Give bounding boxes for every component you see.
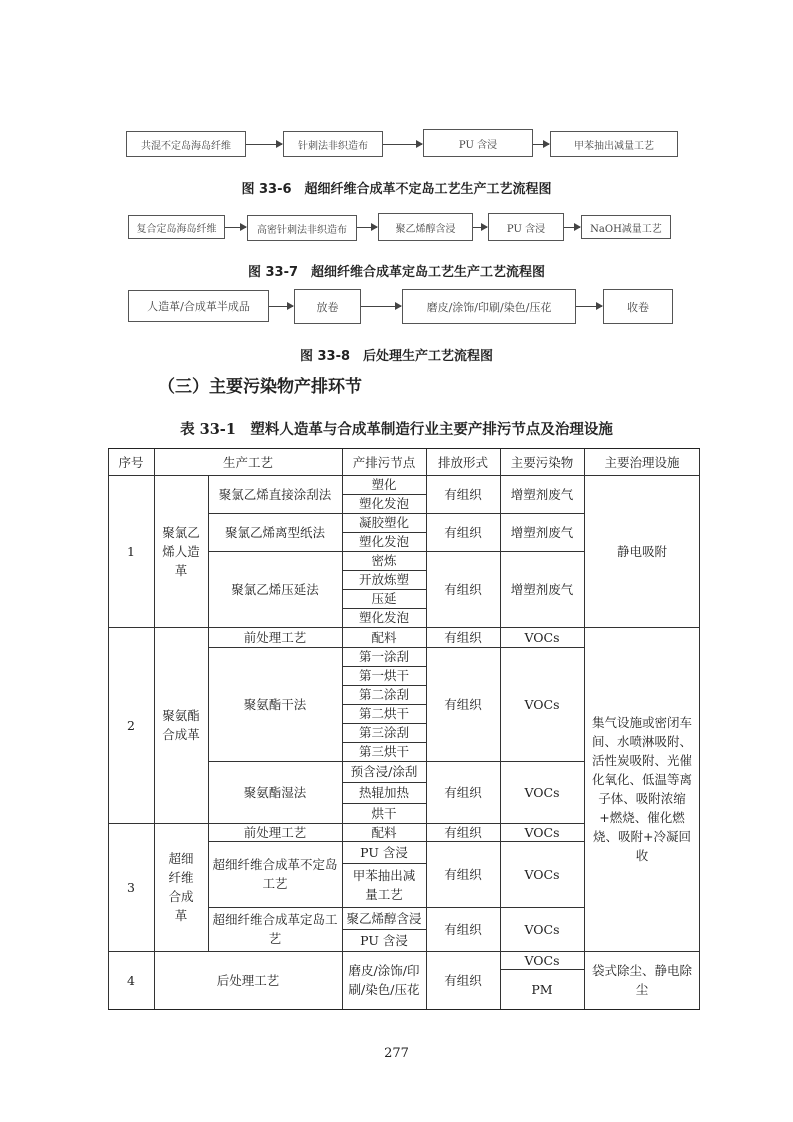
grid-line — [342, 863, 426, 864]
emission-node: 烘干 — [371, 805, 397, 821]
flow-arrow — [357, 227, 377, 228]
pollutant: 增塑剂废气 — [510, 486, 574, 502]
emission-node: 第一涂刮 — [358, 649, 409, 664]
grid-line — [342, 589, 426, 590]
emission-node: 开放炼塑 — [358, 572, 409, 587]
grid-line — [108, 627, 700, 628]
grid-line — [342, 803, 426, 804]
emission-node: 第三烘干 — [358, 744, 409, 759]
process: 聚氯乙烯离型纸法 — [224, 524, 325, 540]
flow-arrow — [246, 144, 282, 145]
grid-line — [108, 823, 584, 824]
emission-node: PU 含浸 — [360, 844, 408, 860]
section-heading: （三）主要污染物产排环节 — [158, 377, 362, 397]
emission-node: 聚乙烯醇含浸 — [346, 910, 422, 926]
emission-node: PU 含浸 — [360, 932, 408, 948]
process: 聚氨酯湿法 — [243, 784, 307, 800]
pollutant: 增塑剂废气 — [510, 524, 574, 540]
table-header: 主要治理设施 — [604, 454, 680, 470]
figure-caption: 图 33-8 后处理生产工艺流程图 — [299, 349, 494, 364]
grid-line — [342, 570, 426, 571]
grid-line — [208, 513, 584, 514]
process: 聚氯乙烯直接涂刮法 — [218, 486, 332, 502]
process: 聚氯乙烯压延法 — [231, 581, 319, 597]
figure-caption: 图 33-6 超细纤维合成革不定岛工艺生产工艺流程图 — [241, 182, 552, 197]
emission-node: 预含浸/涂刮 — [350, 764, 418, 779]
emission-node: 第二烘干 — [358, 706, 409, 721]
flow-step: 收卷 — [603, 289, 673, 324]
category: 聚氨酯合成革 — [162, 708, 200, 742]
flow-step: 针刺法非织造布 — [283, 131, 383, 157]
flow-step: 放卷 — [294, 289, 361, 324]
flow-arrow — [361, 306, 401, 307]
flow-step: PU 含浸 — [488, 213, 564, 241]
process: 超细纤维合成革不定岛工艺 — [212, 857, 338, 891]
pollutant: 增塑剂废气 — [510, 581, 574, 597]
process: 聚氨酯干法 — [243, 696, 307, 712]
table-header: 排放形式 — [437, 454, 488, 470]
row-number: 4 — [127, 972, 135, 988]
category: 聚氯乙烯人造革 — [162, 524, 200, 578]
emission-node: 凝胶塑化 — [358, 515, 409, 530]
grid-line — [342, 608, 426, 609]
grid-line — [154, 449, 155, 1009]
flow-arrow — [564, 227, 580, 228]
emission-node: 塑化 — [371, 477, 397, 492]
flow-arrow — [533, 144, 549, 145]
flow-step: 人造革/合成革半成品 — [128, 290, 269, 322]
grid-line — [342, 742, 426, 743]
flowchart-33-6 — [0, 125, 793, 165]
emission-node: 热辊加热 — [358, 785, 409, 800]
emission-form: 有组织 — [444, 972, 482, 988]
emission-form: 有组织 — [444, 866, 482, 882]
emission-form: 有组织 — [444, 696, 482, 712]
grid-line — [208, 475, 209, 951]
grid-line — [426, 449, 427, 1009]
pollutant: VOCs — [524, 629, 560, 645]
table-title: 表 33-1 塑料人造革与合成革制造行业主要产排污节点及治理设施 — [180, 421, 613, 438]
grid-line — [108, 951, 700, 952]
treatment: 集气设施或密闭车间、水喷淋吸附、活性炭吸附、光催化氧化、低温等离子体、吸附浓缩+燃烧、催化燃烧、吸附+冷凝回收 — [591, 715, 692, 863]
emission-node: 甲苯抽出减量工艺 — [352, 868, 416, 902]
emission-node: 塑化发泡 — [358, 534, 409, 549]
emission-node: 配料 — [371, 824, 397, 840]
grid-line — [342, 494, 426, 495]
table-header: 生产工艺 — [222, 454, 273, 470]
grid-line — [342, 532, 426, 533]
grid-line — [208, 551, 584, 552]
process: 超细纤维合成革定岛工艺 — [212, 912, 338, 946]
grid-line — [342, 723, 426, 724]
process: 前处理工艺 — [243, 824, 307, 840]
flow-arrow — [383, 144, 422, 145]
emission-form: 有组织 — [444, 784, 482, 800]
row-number: 3 — [127, 879, 135, 895]
emission-node: 磨皮/涂饰/印刷/染色/压花 — [348, 963, 420, 997]
pollutant: VOCs — [524, 952, 560, 968]
grid-line — [208, 647, 584, 648]
grid-line — [584, 449, 585, 1009]
table-header: 主要污染物 — [510, 454, 574, 470]
row-number: 2 — [127, 717, 135, 733]
grid-line — [500, 449, 501, 1009]
emission-node: 密炼 — [371, 553, 397, 568]
grid-line — [699, 449, 700, 1009]
figure-caption: 图 33-7 超细纤维合成革定岛工艺生产工艺流程图 — [247, 265, 546, 280]
grid-line — [208, 907, 584, 908]
flow-step: PU 含浸 — [423, 129, 533, 157]
emission-node: 塑化发泡 — [358, 610, 409, 625]
grid-line — [500, 969, 584, 970]
grid-line — [342, 685, 426, 686]
table-header: 产排污节点 — [352, 454, 416, 470]
grid-line — [342, 449, 343, 1009]
pollutant: VOCs — [524, 696, 560, 712]
grid-line — [208, 761, 584, 762]
flowchart-33-7 — [0, 211, 793, 251]
emission-form: 有组织 — [444, 486, 482, 502]
grid-line — [342, 929, 426, 930]
emission-node: 第二涂刮 — [358, 687, 409, 702]
flow-step: 甲苯抽出减量工艺 — [550, 131, 678, 157]
pollution-table — [108, 448, 700, 1010]
grid-line — [108, 449, 109, 1009]
flow-arrow — [225, 227, 246, 228]
grid-line — [342, 782, 426, 783]
category: 超细纤维合成革 — [168, 851, 194, 923]
flow-step: 磨皮/涂饰/印刷/染色/压花 — [402, 289, 576, 324]
row-number: 1 — [127, 543, 135, 559]
grid-line — [342, 704, 426, 705]
page-number: 277 — [384, 1046, 409, 1061]
flowchart-33-8 — [0, 287, 793, 327]
flow-step: NaOH减量工艺 — [581, 215, 671, 239]
process: 前处理工艺 — [243, 629, 307, 645]
treatment: 袋式除尘、静电除尘 — [591, 963, 692, 997]
emission-form: 有组织 — [444, 629, 482, 645]
pollutant: VOCs — [524, 784, 560, 800]
grid-line — [108, 475, 700, 476]
emission-node: 第三涂刮 — [358, 725, 409, 740]
category: 后处理工艺 — [216, 972, 280, 988]
pollutant: VOCs — [524, 921, 560, 937]
emission-node: 压延 — [371, 591, 397, 606]
pollutant: VOCs — [524, 866, 560, 882]
flow-step: 共混不定岛海岛纤维 — [126, 131, 246, 157]
flow-arrow — [473, 227, 487, 228]
emission-node: 塑化发泡 — [358, 496, 409, 511]
flow-step: 复合定岛海岛纤维 — [128, 215, 225, 239]
grid-line — [342, 666, 426, 667]
flow-step: 高密针刺法非织造布 — [247, 215, 357, 241]
grid-line — [208, 841, 584, 842]
flow-step: 聚乙烯醇含浸 — [378, 213, 473, 241]
emission-node: 第一烘干 — [358, 668, 409, 683]
table-header: 序号 — [118, 454, 144, 470]
emission-form: 有组织 — [444, 524, 482, 540]
emission-form: 有组织 — [444, 824, 482, 840]
emission-form: 有组织 — [444, 921, 482, 937]
emission-node: 配料 — [371, 629, 397, 645]
emission-form: 有组织 — [444, 581, 482, 597]
treatment: 静电吸附 — [616, 543, 667, 559]
flow-arrow — [269, 306, 293, 307]
pollutant: PM — [531, 981, 553, 997]
pollutant: VOCs — [524, 824, 560, 840]
flow-arrow — [576, 306, 602, 307]
